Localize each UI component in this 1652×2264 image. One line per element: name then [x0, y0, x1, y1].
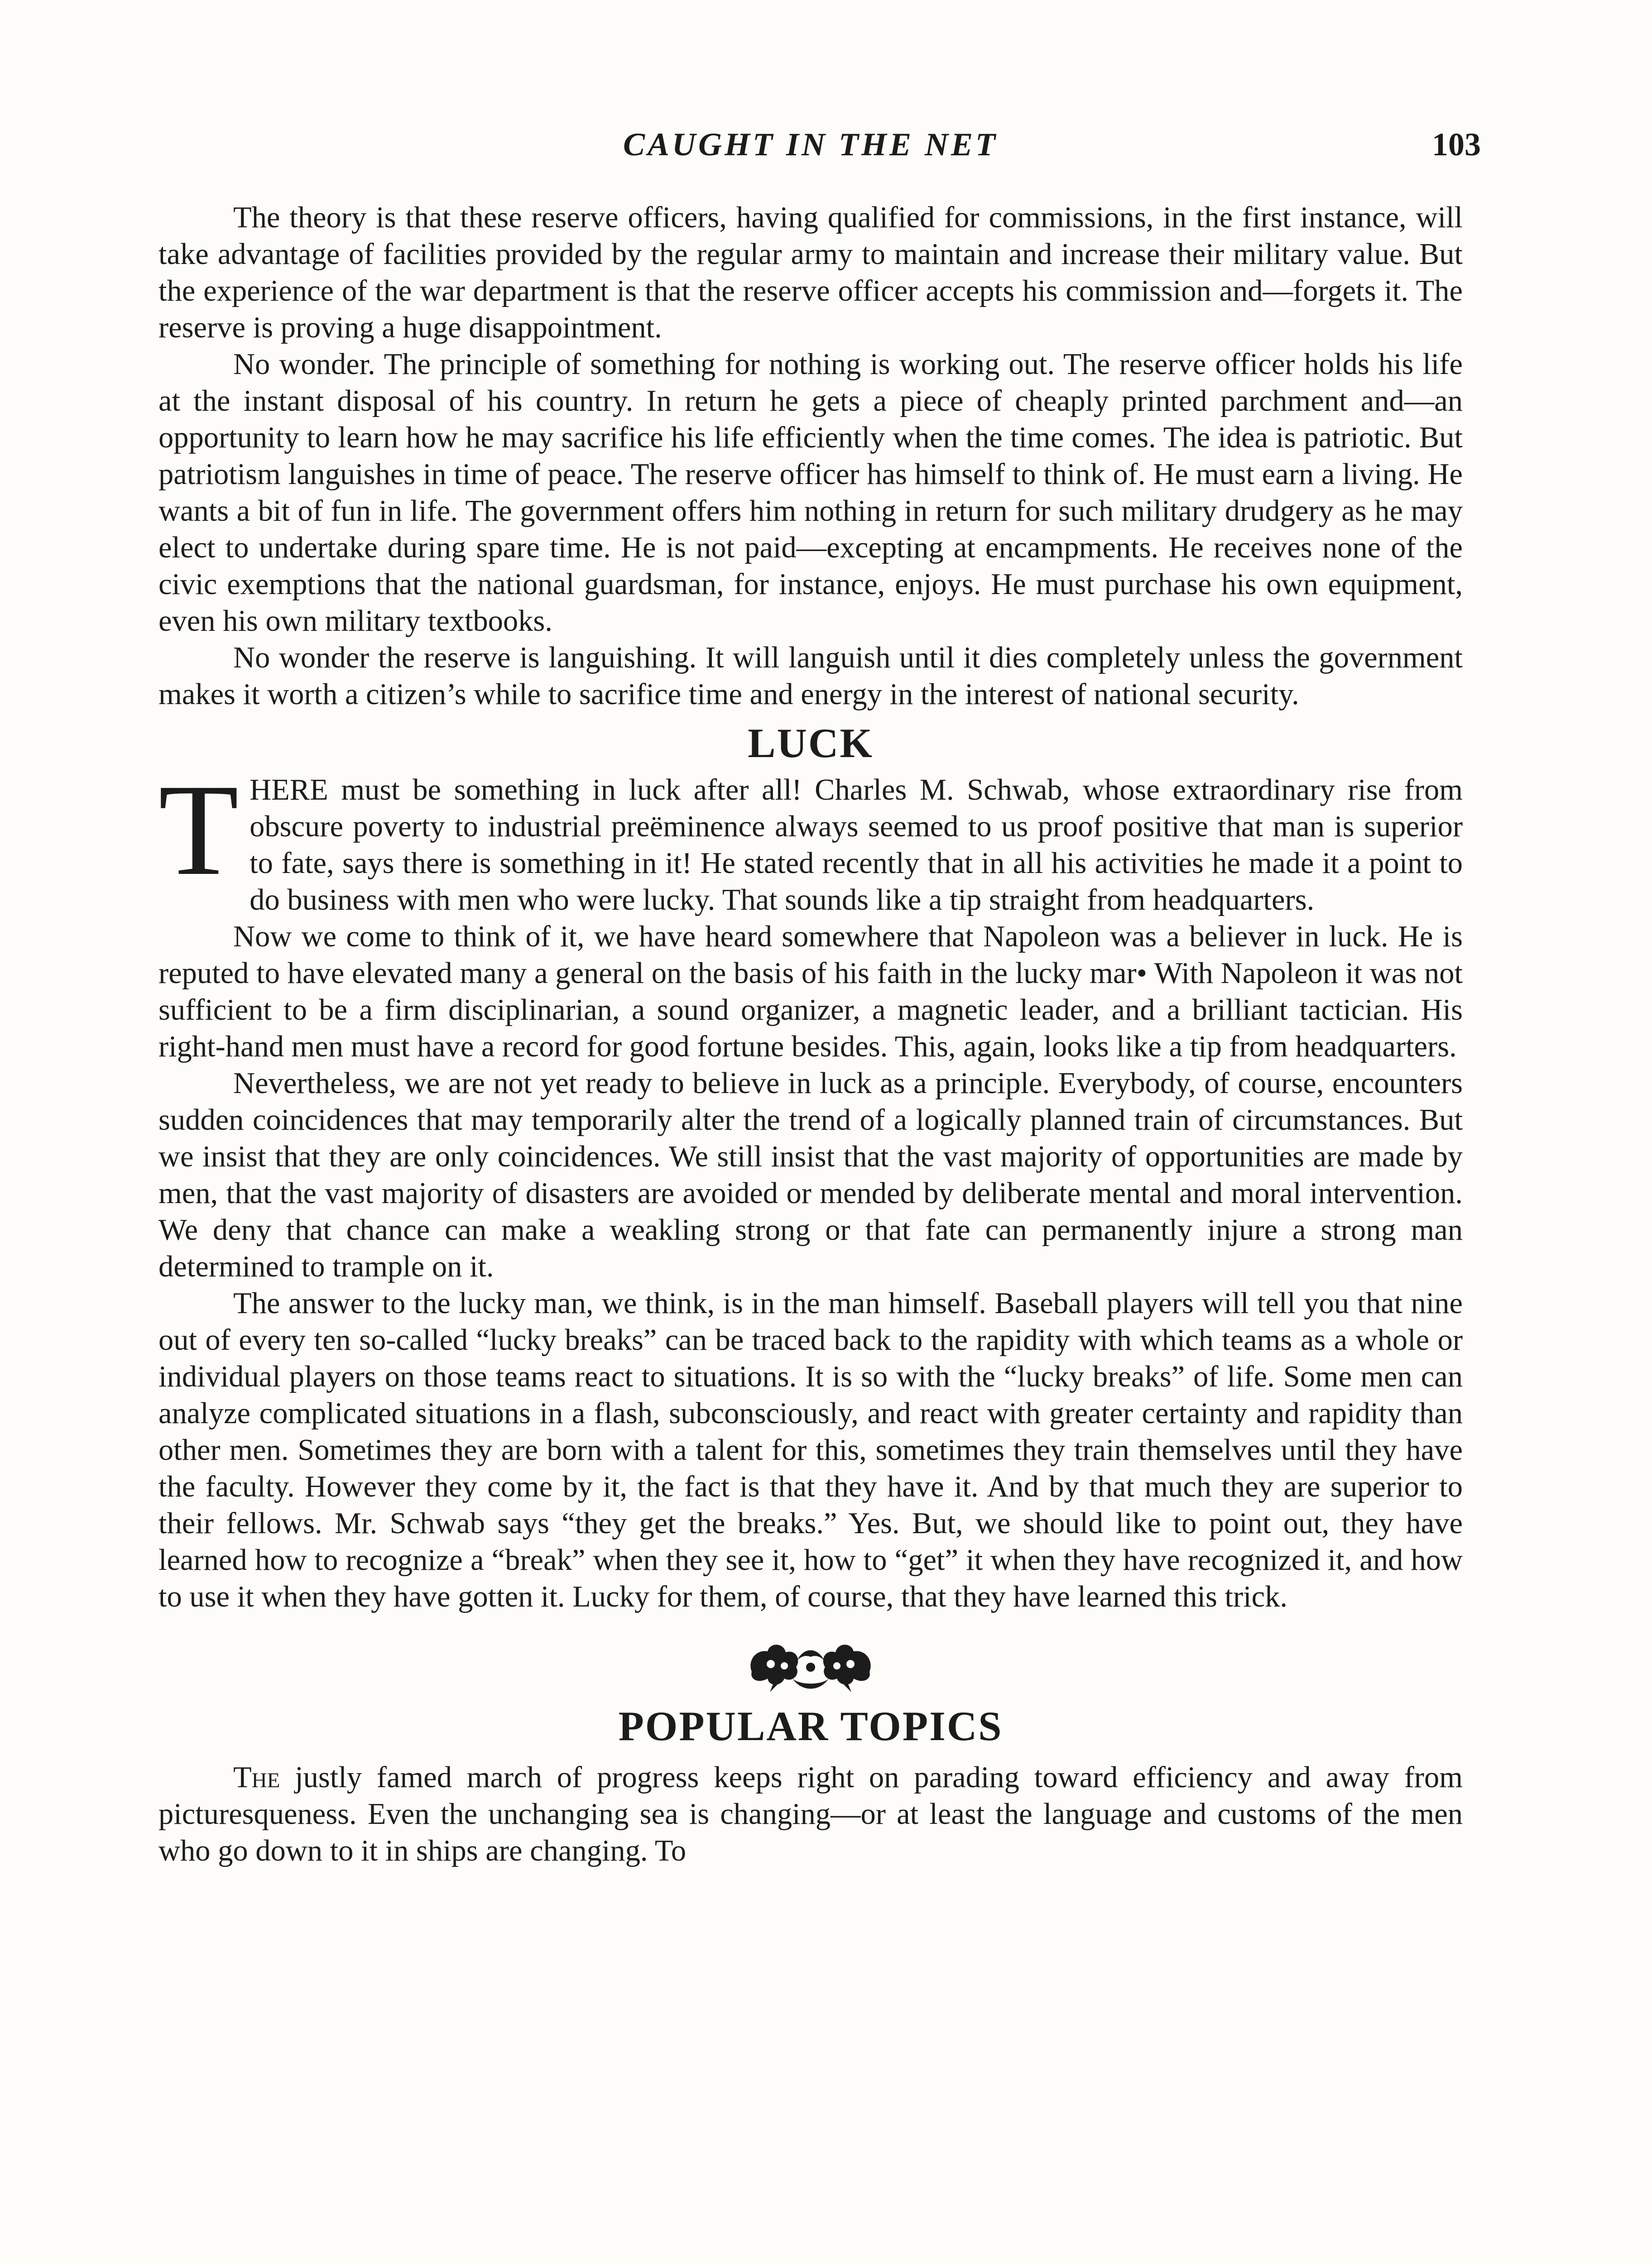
lead-word: The	[233, 1761, 280, 1794]
paragraph: Nevertheless, we are not yet ready to believe in luck as a principle. Everybody, of course, encounters sudden coincidences that may temporarily alter the trend of a logically planned train of circumstances. But we insist that they are only coincidences. We still insist that the vast majority of opportunities are made by men, that the vast majority of disasters are avoided or mended by deliberate mental and moral intervention. We deny that chance can make a weakling strong or that fate can permanently injure a strong man determined to trample on it.	[158, 1067, 1463, 1283]
reserve-officers-article	[158, 199, 1463, 713]
drop-cap: T	[158, 757, 239, 902]
section-heading-popular-topics: POPULAR TOPICS	[618, 1703, 1003, 1749]
paragraph: No wonder the reserve is languishing. It will languish until it dies completely unless the government makes it worth a citizen’s while to sacrifice time and energy in the interest of national security.	[158, 641, 1463, 711]
paragraph-text: HERE must be something in luck after all! Charles M. Schwab, whose extraordinary rise from obscure poverty to industrial preëminence always seemed to us proof positive that man is superior to fate, says there is something in it! He stated recently that in all his activities he made it a point to do business with men who were lucky. That sounds like a tip straight from headquarters.	[250, 773, 1463, 916]
popular-topics-article	[158, 1701, 1463, 1869]
paragraph-with-drop-cap	[158, 757, 1463, 918]
section-heading-luck: LUCK	[748, 720, 874, 766]
floral-ornament-svg	[743, 1629, 879, 1697]
running-title: CAUGHT IN THE NET	[623, 126, 999, 163]
paragraph: The theory is that these reserve officers, having qualified for commissions, in the first instance, will take advantage of facilities provided by the regular army to maintain and increase their military value. But the experience of the war department is that the reserve officer accepts his commission and—forgets it. The reserve is proving a huge disappointment.	[158, 201, 1463, 344]
luck-article	[158, 718, 1463, 1615]
article-body	[158, 199, 1463, 1869]
floral-ornament-icon	[158, 1629, 1463, 1697]
paragraph: No wonder. The principle of something for nothing is working out. The reserve officer holds his life at the instant disposal of his country. In return he gets a piece of cheaply printed parchment and—an opportunity to learn how he may sacrifice his life efficiently when the time comes. The idea is patriotic. But patriotism languishes in time of peace. The reserve officer has himself to think of. He must earn a living. He wants a bit of fun in life. The government offers him nothing in return for such military drudgery as he may elect to undertake during spare time. He is not paid—excepting at encampments. He receives none of the civic exemptions that the national guardsman, for instance, enjoys. He must purchase his own equipment, even his own military textbooks.	[158, 348, 1463, 638]
paragraph-text: justly famed march of progress keeps right on parading toward efficiency and away from picturesqueness. Even the unchanging sea is changing—or at least the language and customs of the men who go down to it in ships are changing. To	[158, 1761, 1463, 1867]
running-head	[158, 126, 1481, 171]
paragraph: The answer to the lucky man, we think, is in the man himself. Baseball players will tell you that nine out of every ten so-called “lucky breaks” can be traced back to the rapidity with which teams as a whole or individual players on those teams react to situations. It is so with the “lucky breaks” of life. Some men can analyze complicated situations in a flash, subconsciously, and react with greater certainty and rapidity than other men. Sometimes they are born with a talent for this, sometimes they train themselves until they have the faculty. However they come by it, the fact is that they have it. And by that much they are superior to their fellows. Mr. Schwab says “they get the breaks.” Yes. But, we should like to point out, they have learned how to recognize a “break” when they see it, how to “get” it when they have recognized it, and how to use it when they have gotten it. Lucky for them, of course, that they have learned this trick.	[158, 1287, 1463, 1613]
paragraph	[158, 1759, 1463, 1869]
page-number: 103	[1432, 126, 1481, 163]
paragraph: Now we come to think of it, we have heard somewhere that Napoleon was a believer in luck. He is reputed to have elevated many a general on the basis of his faith in the lucky mar• With Napoleon it was not sufficient to be a firm disciplinarian, a sound organizer, a magnetic leader, and a brilliant tactician. His right-hand men must have a record for good fortune besides. This, again, looks like a tip from headquarters.	[158, 920, 1463, 1063]
